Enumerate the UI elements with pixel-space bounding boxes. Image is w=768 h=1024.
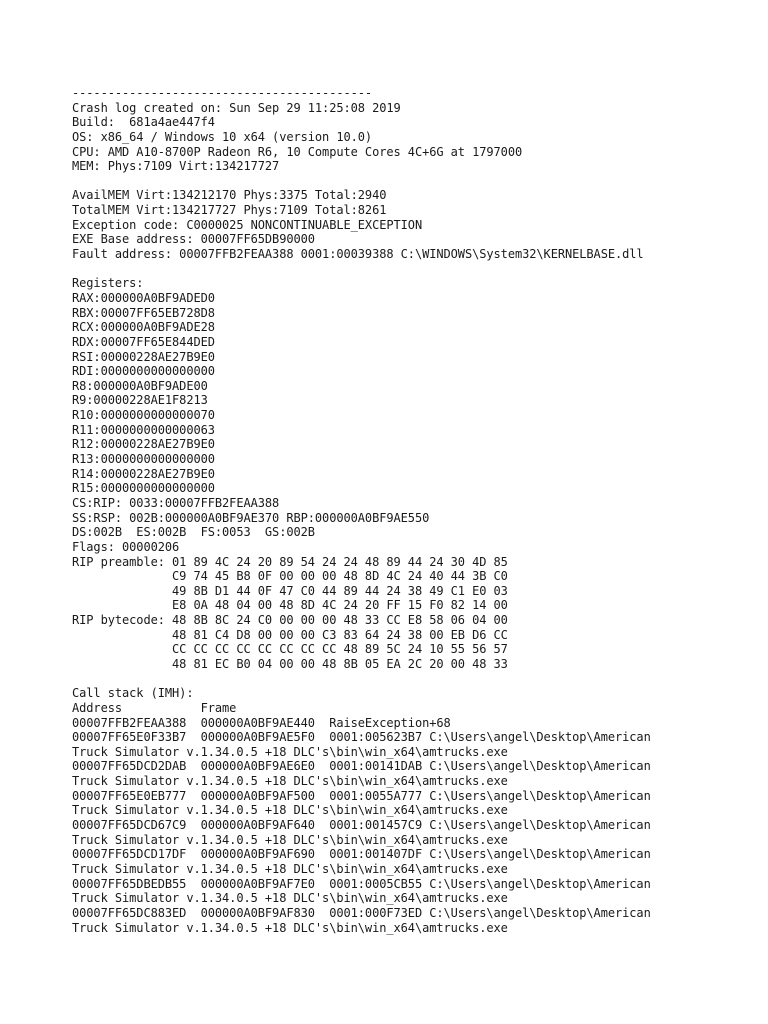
register-line: R11:0000000000000063 — [72, 422, 215, 437]
blank-line — [72, 174, 762, 189]
register-line: R13:0000000000000000 — [72, 452, 215, 467]
register-line: RDX:00007FF65E844DED — [72, 334, 215, 349]
call-stack-line: 00007FF65DBEDB55 000000A0BF9AF7E0 0001:0005CB55 C:\Users\angel\Desktop\American — [72, 876, 651, 891]
rip-bytecode-line: CC CC CC CC CC CC CC CC 48 89 5C 24 10 55 56 57 — [72, 642, 508, 657]
register-line: R9:00000228AE1F8213 — [72, 393, 208, 408]
rip-bytecode-line: 48 81 C4 D8 00 00 00 C3 83 64 24 38 00 EB D6 CC — [72, 627, 508, 642]
os-line: OS: x86_64 / Windows 10 x64 (version 10.0) — [72, 129, 373, 144]
call-stack-line: 00007FF65E0EB777 000000A0BF9AF500 0001:0055A777 C:\Users\angel\Desktop\American — [72, 788, 651, 803]
crash-created-line: Crash log created on: Sun Sep 29 11:25:08 2019 — [72, 100, 401, 115]
rip-preamble-line: C9 74 45 B8 0F 00 00 00 48 8D 4C 24 40 44 3B C0 — [72, 569, 508, 584]
call-stack-line: Truck Simulator v.1.34.0.5 +18 DLC's\bin\win_x64\amtrucks.exe — [72, 832, 508, 847]
blank-line — [72, 262, 762, 277]
call-stack-line: Truck Simulator v.1.34.0.5 +18 DLC's\bin\win_x64\amtrucks.exe — [72, 891, 508, 906]
register-line: RAX:000000A0BF9ADED0 — [72, 290, 215, 305]
call-stack-line: 00007FF65DC883ED 000000A0BF9AF830 0001:000F73ED C:\Users\angel\Desktop\American — [72, 905, 651, 920]
avail-mem-line: AvailMEM Virt:134212170 Phys:3375 Total:2940 — [72, 188, 387, 203]
build-line: Build: 681a4ae447f4 — [72, 115, 215, 130]
register-line: R14:00000228AE27B9E0 — [72, 466, 215, 481]
crash-log-document — [72, 86, 762, 935]
fault-address-line: Fault address: 00007FFB2FEAA388 0001:00039388 C:\WINDOWS\System32\KERNELBASE.dll — [72, 247, 644, 262]
register-line: R8:000000A0BF9ADE00 — [72, 378, 208, 393]
call-stack-line: Truck Simulator v.1.34.0.5 +18 DLC's\bin\win_x64\amtrucks.exe — [72, 744, 508, 759]
call-stack-line: Truck Simulator v.1.34.0.5 +18 DLC's\bin\win_x64\amtrucks.exe — [72, 920, 508, 935]
register-line: RBX:00007FF65EB728D8 — [72, 305, 215, 320]
registers-heading: Registers: — [72, 276, 144, 291]
call-stack-line: Truck Simulator v.1.34.0.5 +18 DLC's\bin\win_x64\amtrucks.exe — [72, 803, 508, 818]
register-line: Flags: 00000206 — [72, 539, 180, 554]
mem-line: MEM: Phys:7109 Virt:134217727 — [72, 159, 280, 174]
exe-base-line: EXE Base address: 00007FF65DB90000 — [72, 232, 315, 247]
call-stack-line: 00007FF65DCD2DAB 000000A0BF9AE6E0 0001:00141DAB C:\Users\angel\Desktop\American — [72, 759, 651, 774]
call-stack-line: 00007FFB2FEAA388 000000A0BF9AE440 RaiseException+68 — [72, 715, 451, 730]
call-stack-line: 00007FF65E0F33B7 000000A0BF9AE5F0 0001:005623B7 C:\Users\angel\Desktop\American — [72, 730, 651, 745]
blank-line — [72, 672, 762, 687]
rip-preamble-line: 49 8B D1 44 0F 47 C0 44 89 44 24 38 49 C1 E0 03 — [72, 583, 508, 598]
rip-preamble-line: RIP preamble: 01 89 4C 24 20 89 54 24 24 48 89 44 24 30 4D 85 — [72, 554, 508, 569]
register-line: DS:002B ES:002B FS:0053 GS:002B — [72, 525, 315, 540]
call-stack-line: 00007FF65DCD67C9 000000A0BF9AF640 0001:001457C9 C:\Users\angel\Desktop\American — [72, 818, 651, 833]
call-stack-heading: Call stack (IMH): — [72, 686, 194, 701]
registers-block — [72, 291, 762, 672]
register-line: R12:00000228AE27B9E0 — [72, 437, 215, 452]
call-stack-line: 00007FF65DCD17DF 000000A0BF9AF690 0001:001407DF C:\Users\angel\Desktop\American — [72, 847, 651, 862]
call-stack-line: Truck Simulator v.1.34.0.5 +18 DLC's\bin\win_x64\amtrucks.exe — [72, 861, 508, 876]
register-line: RSI:00000228AE27B9E0 — [72, 349, 215, 364]
register-line: RCX:000000A0BF9ADE28 — [72, 320, 215, 335]
exception-code-line: Exception code: C0000025 NONCONTINUABLE_EXCEPTION — [72, 217, 423, 232]
register-line: RDI:0000000000000000 — [72, 364, 215, 379]
call-stack-line: Truck Simulator v.1.34.0.5 +18 DLC's\bin\win_x64\amtrucks.exe — [72, 774, 508, 789]
call-stack-block — [72, 716, 762, 936]
register-line: R10:0000000000000070 — [72, 408, 215, 423]
rip-preamble-line: E8 0A 48 04 00 48 8D 4C 24 20 FF 15 F0 82 14 00 — [72, 598, 508, 613]
call-stack-columns: Address Frame — [72, 700, 237, 715]
total-mem-line: TotalMEM Virt:134217727 Phys:7109 Total:8261 — [72, 203, 387, 218]
cpu-line: CPU: AMD A10-8700P Radeon R6, 10 Compute Cores 4C+6G at 1797000 — [72, 144, 523, 159]
register-line: R15:0000000000000000 — [72, 481, 215, 496]
separator-line: ------------------------------------------ — [72, 86, 373, 100]
rip-bytecode-line: 48 81 EC B0 04 00 00 48 8B 05 EA 2C 20 00 48 33 — [72, 656, 508, 671]
rip-bytecode-line: RIP bytecode: 48 8B 8C 24 C0 00 00 00 48 33 CC E8 58 06 04 00 — [72, 613, 508, 628]
register-line: CS:RIP: 0033:00007FFB2FEAA388 — [72, 495, 280, 510]
register-line: SS:RSP: 002B:000000A0BF9AE370 RBP:000000A0BF9AE550 — [72, 510, 430, 525]
